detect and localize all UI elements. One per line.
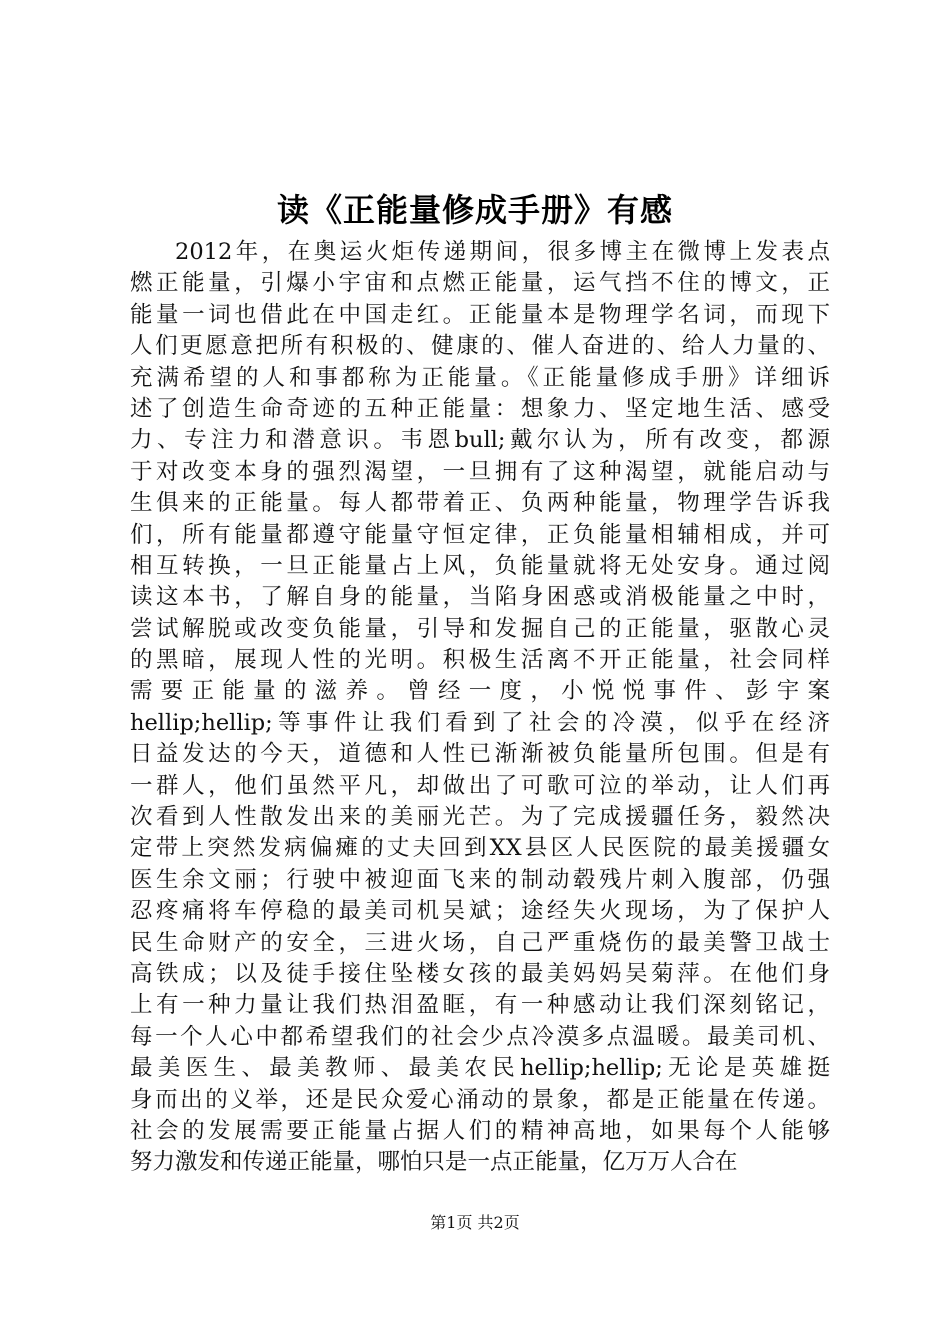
paragraph-line: 社会的发展需要正能量占据人们的精神高地，如果每个人能够 xyxy=(130,1117,830,1144)
paragraph-line: 相互转换，一旦正能量占上风，负能量就将无处安身。通过阅 xyxy=(130,552,830,579)
paragraph-line: 充满希望的人和事都称为正能量。《正能量修成手册》详细诉 xyxy=(130,364,830,391)
paragraph-line: hellip;hellip;等事件让我们看到了社会的冷漠，似乎在经济 xyxy=(130,709,830,736)
paragraph-line: 述了创造生命奇迹的五种正能量：想象力、坚定地生活、感受 xyxy=(130,395,830,422)
document-body xyxy=(130,237,830,1179)
paragraph-line: 能量一词也借此在中国走红。正能量本是物理学名词，而现下 xyxy=(130,301,830,328)
paragraph-line: 生俱来的正能量。每人都带着正、负两种能量，物理学告诉我 xyxy=(130,490,830,517)
paragraph-line: 们，所有能量都遵守能量守恒定律，正负能量相辅相成，并可 xyxy=(130,521,830,548)
paragraph-line: 人们更愿意把所有积极的、健康的、催人奋进的、给人力量的、 xyxy=(130,333,830,360)
paragraph-line: 忍疼痛将车停稳的最美司机吴斌；途经失火现场，为了保护人 xyxy=(130,898,830,925)
paragraph-line: 高铁成；以及徒手接住坠楼女孩的最美妈妈吴菊萍。在他们身 xyxy=(130,960,830,987)
paragraph-line: 的黑暗，展现人性的光明。积极生活离不开正能量，社会同样 xyxy=(130,647,830,674)
paragraph-line: 上有一种力量让我们热泪盈眶，有一种感动让我们深刻铭记， xyxy=(130,992,830,1019)
paragraph-line: 次看到人性散发出来的美丽光芒。为了完成援疆任务，毅然决 xyxy=(130,804,830,831)
paragraph-line: 定带上突然发病偏瘫的丈夫回到XX县区人民医院的最美援疆女 xyxy=(130,835,830,862)
paragraph-line: 最美医生、最美教师、最美农民hellip;hellip;无论是英雄挺 xyxy=(130,1055,830,1082)
paragraph-line: 读这本书，了解自身的能量，当陷身困惑或消极能量之中时， xyxy=(130,584,830,611)
paragraph-line: 医生余文丽；行驶中被迎面飞来的制动毂残片刺入腹部，仍强 xyxy=(130,866,830,893)
paragraph-line: 民生命财产的安全，三进火场，自己严重烧伤的最美警卫战士 xyxy=(130,929,830,956)
paragraph-line: 燃正能量，引爆小宇宙和点燃正能量，运气挡不住的博文，正 xyxy=(130,270,830,297)
document-title: 读《正能量修成手册》有感 xyxy=(276,191,673,229)
page-footer: 第1页 共2页 xyxy=(430,1213,520,1232)
paragraph-line: 力、专注力和潜意识。韦恩bull;戴尔认为，所有改变，都源 xyxy=(130,427,830,454)
paragraph-line: 于对改变本身的强烈渴望，一旦拥有了这种渴望，就能启动与 xyxy=(130,458,830,485)
paragraph-line: 身而出的义举，还是民众爱心涌动的景象，都是正能量在传递。 xyxy=(130,1086,830,1113)
paragraph-line: 2012年，在奥运火炬传递期间，很多博主在微博上发表点 xyxy=(175,239,830,265)
paragraph-line: 一群人，他们虽然平凡，却做出了可歌可泣的举动，让人们再 xyxy=(130,772,830,799)
paragraph-line: 努力激发和传递正能量，哪怕只是一点正能量，亿万万人合在 xyxy=(130,1149,738,1176)
paragraph-line: 日益发达的今天，道德和人性已渐渐被负能量所包围。但是有 xyxy=(130,741,830,768)
paragraph-line: 需要正能量的滋养。曾经一度，小悦悦事件、彭宇案 xyxy=(130,678,830,705)
paragraph-line: 尝试解脱或改变负能量，引导和发掘自己的正能量，驱散心灵 xyxy=(130,615,830,642)
paragraph-line: 每一个人心中都希望我们的社会少点冷漠多点温暖。最美司机、 xyxy=(130,1023,830,1050)
